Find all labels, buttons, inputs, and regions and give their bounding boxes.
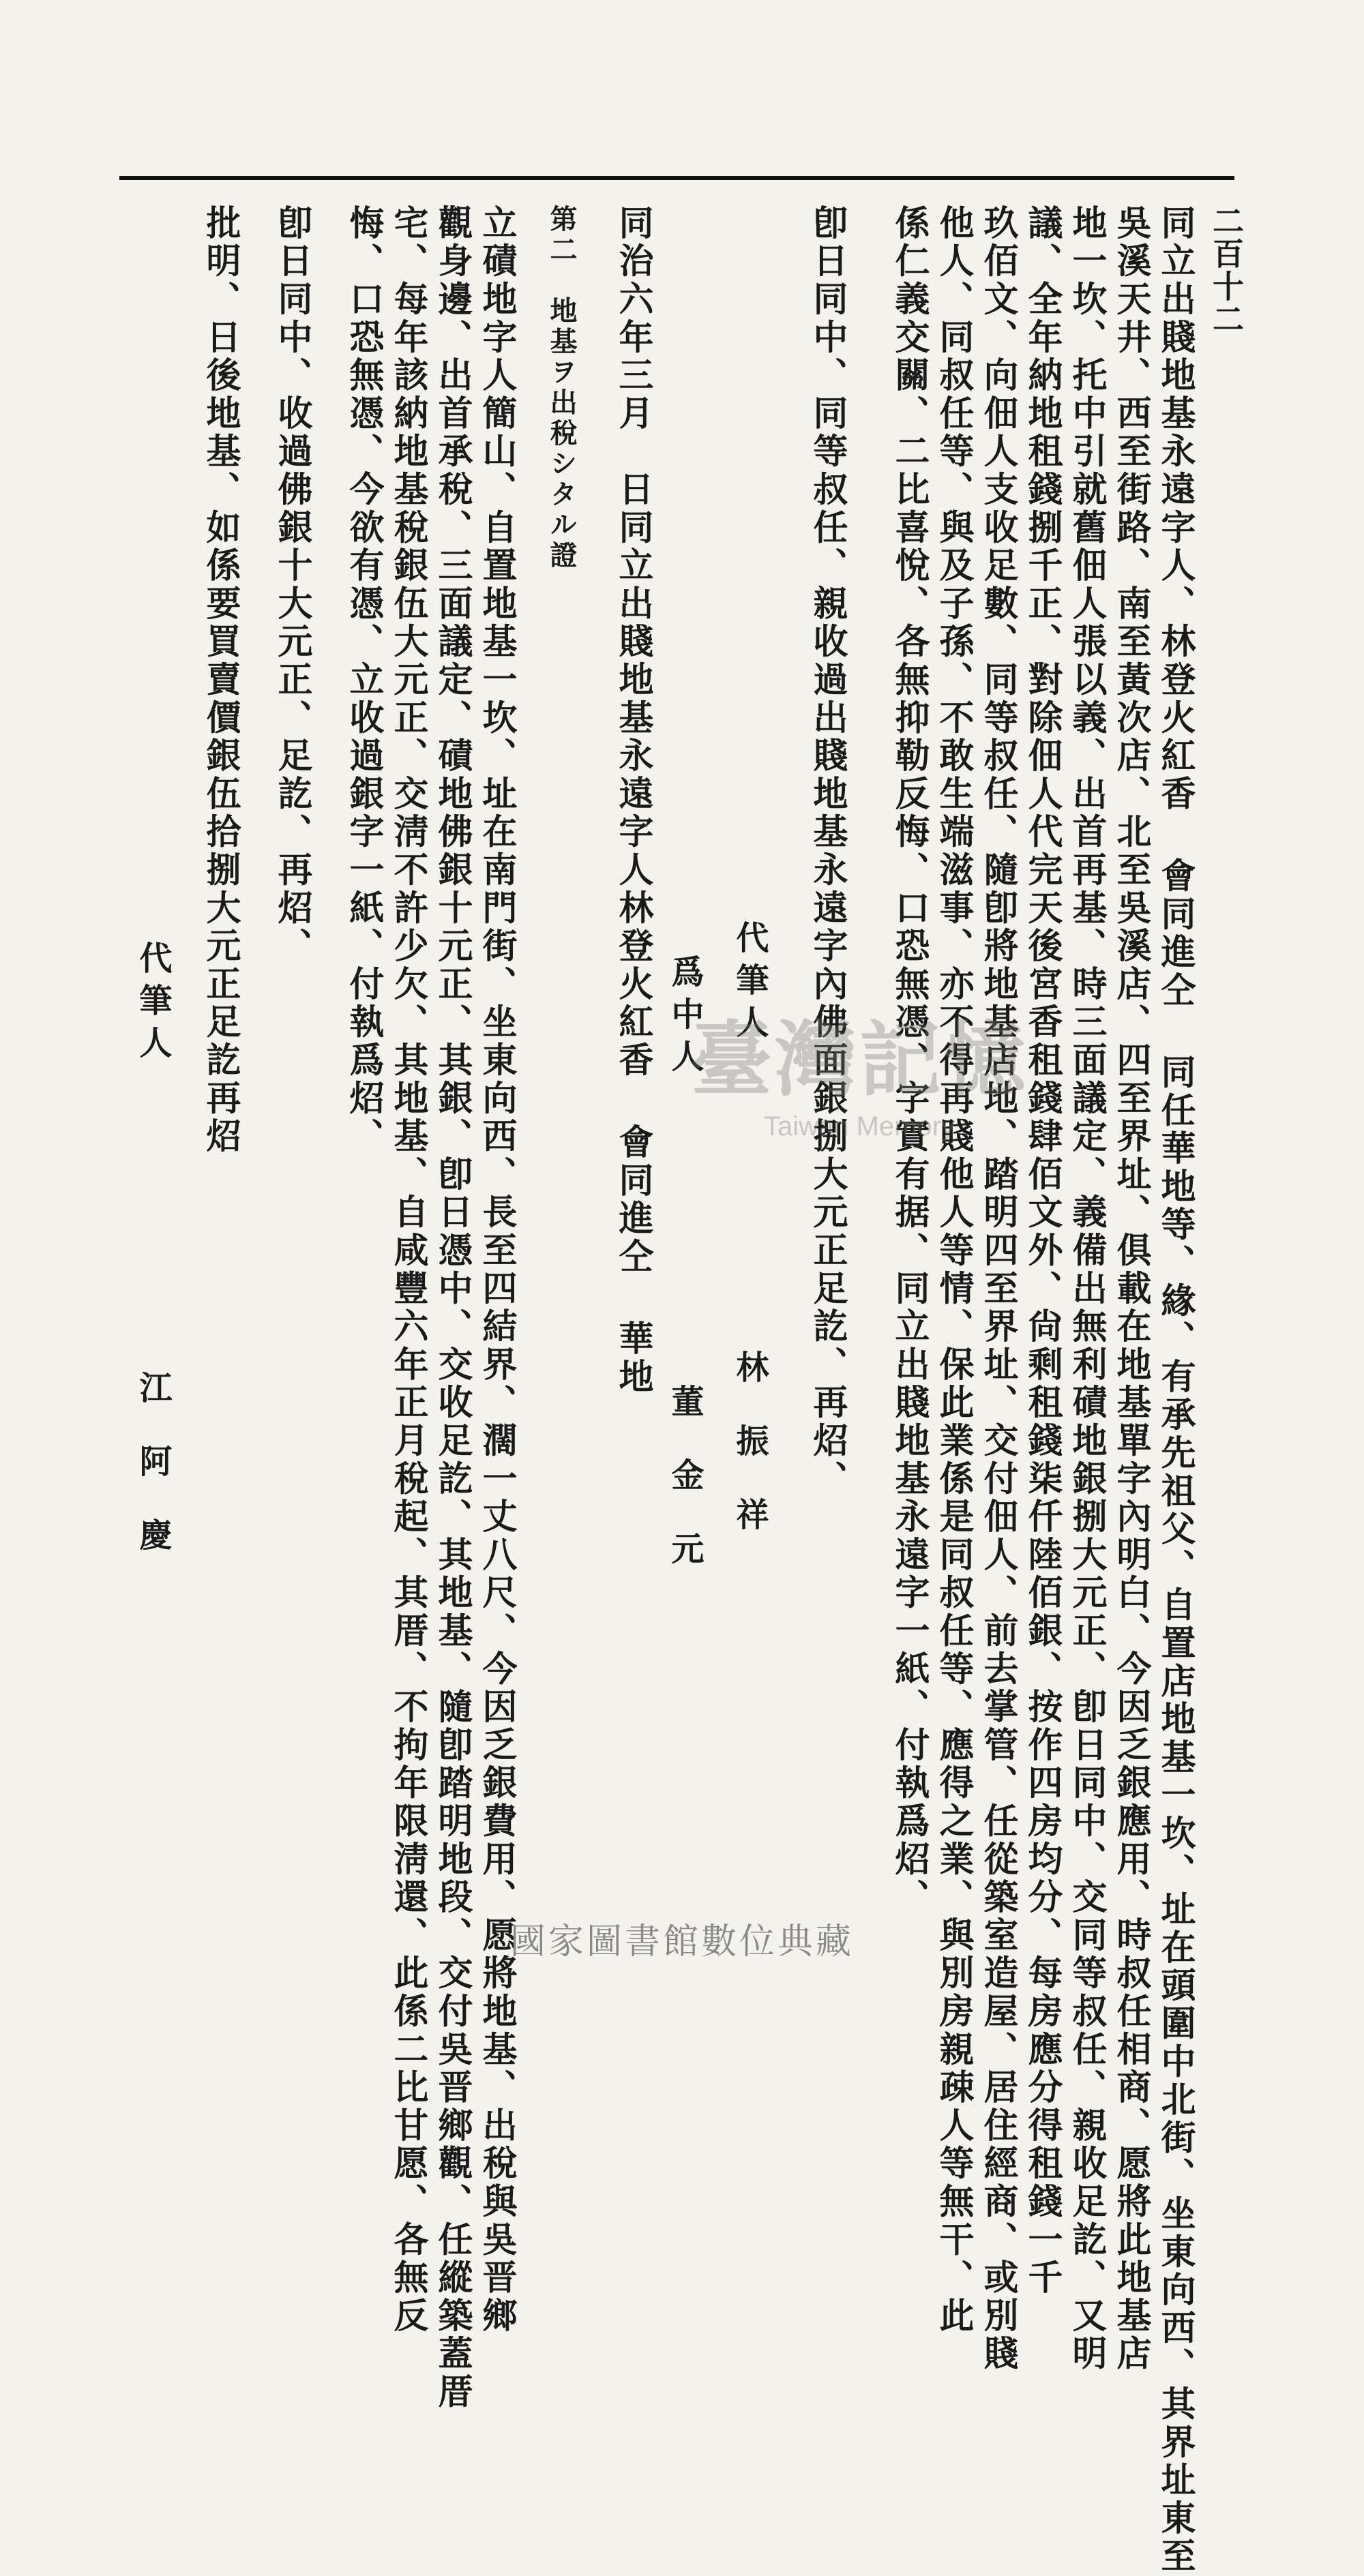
text-column-6: 他人、同叔任等、與及子孫、不敢生端滋事、亦不得再賤他人等情、保此業係是同叔任等、應得之業、與別房親疎人等無干、此 bbox=[933, 205, 974, 2335]
text-column-15: 卽日同中、收過佛銀十大元正、足訖、再炤、 bbox=[271, 205, 312, 965]
watermark-main: 臺灣記憶 bbox=[690, 1012, 1028, 1108]
text-column-7: 係仁義交關、二比喜悅、各無抑勒反悔、口恐無憑、字實有据、同立出賤地基永遠字一紙、付執爲炤、 bbox=[889, 205, 930, 1917]
text-column-3: 地一坎、托中引就舊佃人張以義、出首再基、時三面議定、義備出無利磧地銀捌大元正、卽日同中、交同等叔任、親收足訖、又明 bbox=[1066, 205, 1107, 2373]
signature-role-1: 代筆人 bbox=[730, 920, 769, 1047]
signature-name-1: 林振祥 bbox=[730, 1350, 769, 1571]
page-number: 二百十二 bbox=[1208, 205, 1245, 335]
text-column-2: 吳溪天井、西至街路、南至黃次店、北至吳溪店、四至界址、俱載在地基單字內明白、今因乏銀應用、時叔任相商、愿將此地基店 bbox=[1110, 205, 1151, 2373]
text-column-4: 議、全年納地租錢捌千正、對除佃人代完天後宮香租錢肆佰文外、尙剩租錢柒仟陸佰銀、按作四房均分、每房應分得租錢一千 bbox=[1022, 205, 1063, 2297]
footer-label: 國家圖書館數位典藏 bbox=[509, 1921, 854, 1962]
text-column-8: 卽日同中、同等叔任、親收過出賤地基永遠字內佛面銀捌大元正足訖、再炤、 bbox=[807, 205, 848, 1499]
text-column-14: 悔、口恐無憑、今欲有憑、立收過銀字一紙、付執爲炤、 bbox=[343, 205, 384, 1156]
text-column-9: 同治六年三月 日同立出賤地基永遠字人林登火紅香 會同進仝 華地 bbox=[612, 205, 653, 1396]
text-column-11: 立磧地字人簡山、自置地基一坎、址在南門街、坐東向西、長至四結界、濶一丈八尺、今因乏銀費用、愿將地基、出稅與吳晋鄉 bbox=[476, 205, 517, 2335]
signature-name-3: 江阿慶 bbox=[134, 1371, 172, 1591]
signature-role-3: 代筆人 bbox=[134, 941, 172, 1068]
watermark-sub: Taiwan Memory bbox=[763, 1111, 955, 1141]
text-column-10: 第二 地基ヲ出稅シタル證 bbox=[546, 205, 578, 571]
text-column-12: 觀身邊、出首承稅、三面議定、磧地佛銀十元正、其銀、卽日憑中、交收足訖、其地基、隨卽踏明地段、交付吳晋鄉觀、任縱築蓋厝 bbox=[432, 205, 473, 2412]
signature-role-2: 爲中人 bbox=[666, 955, 704, 1081]
signature-name-2: 董金元 bbox=[666, 1384, 704, 1605]
text-column-1: 同立出賤地基永遠字人、林登火紅香 會同進仝 同任華地等、緣、有承先祖父、自置店地基一坎、址在頭圍中北街、坐東向西、其界址東至 bbox=[1155, 205, 1196, 2576]
text-column-5: 玖佰文、向佃人支收足數、同等叔任、隨卽將地基店地、踏明四至界址、交付佃人、前去掌管、任從築室造屋、居住經商、或別賤 bbox=[977, 205, 1018, 2373]
top-rule bbox=[119, 176, 1234, 180]
text-column-16: 批明、日後地基、如係要買賣價銀伍拾捌大元正足訖再炤 bbox=[200, 205, 241, 1156]
text-column-13: 宅、每年該納地基稅銀伍大元正、交淸不許少欠、其地基、自咸豐六年正月稅起、其厝、不拘年限淸還、此係二比甘愿、各無反 bbox=[387, 205, 428, 2335]
